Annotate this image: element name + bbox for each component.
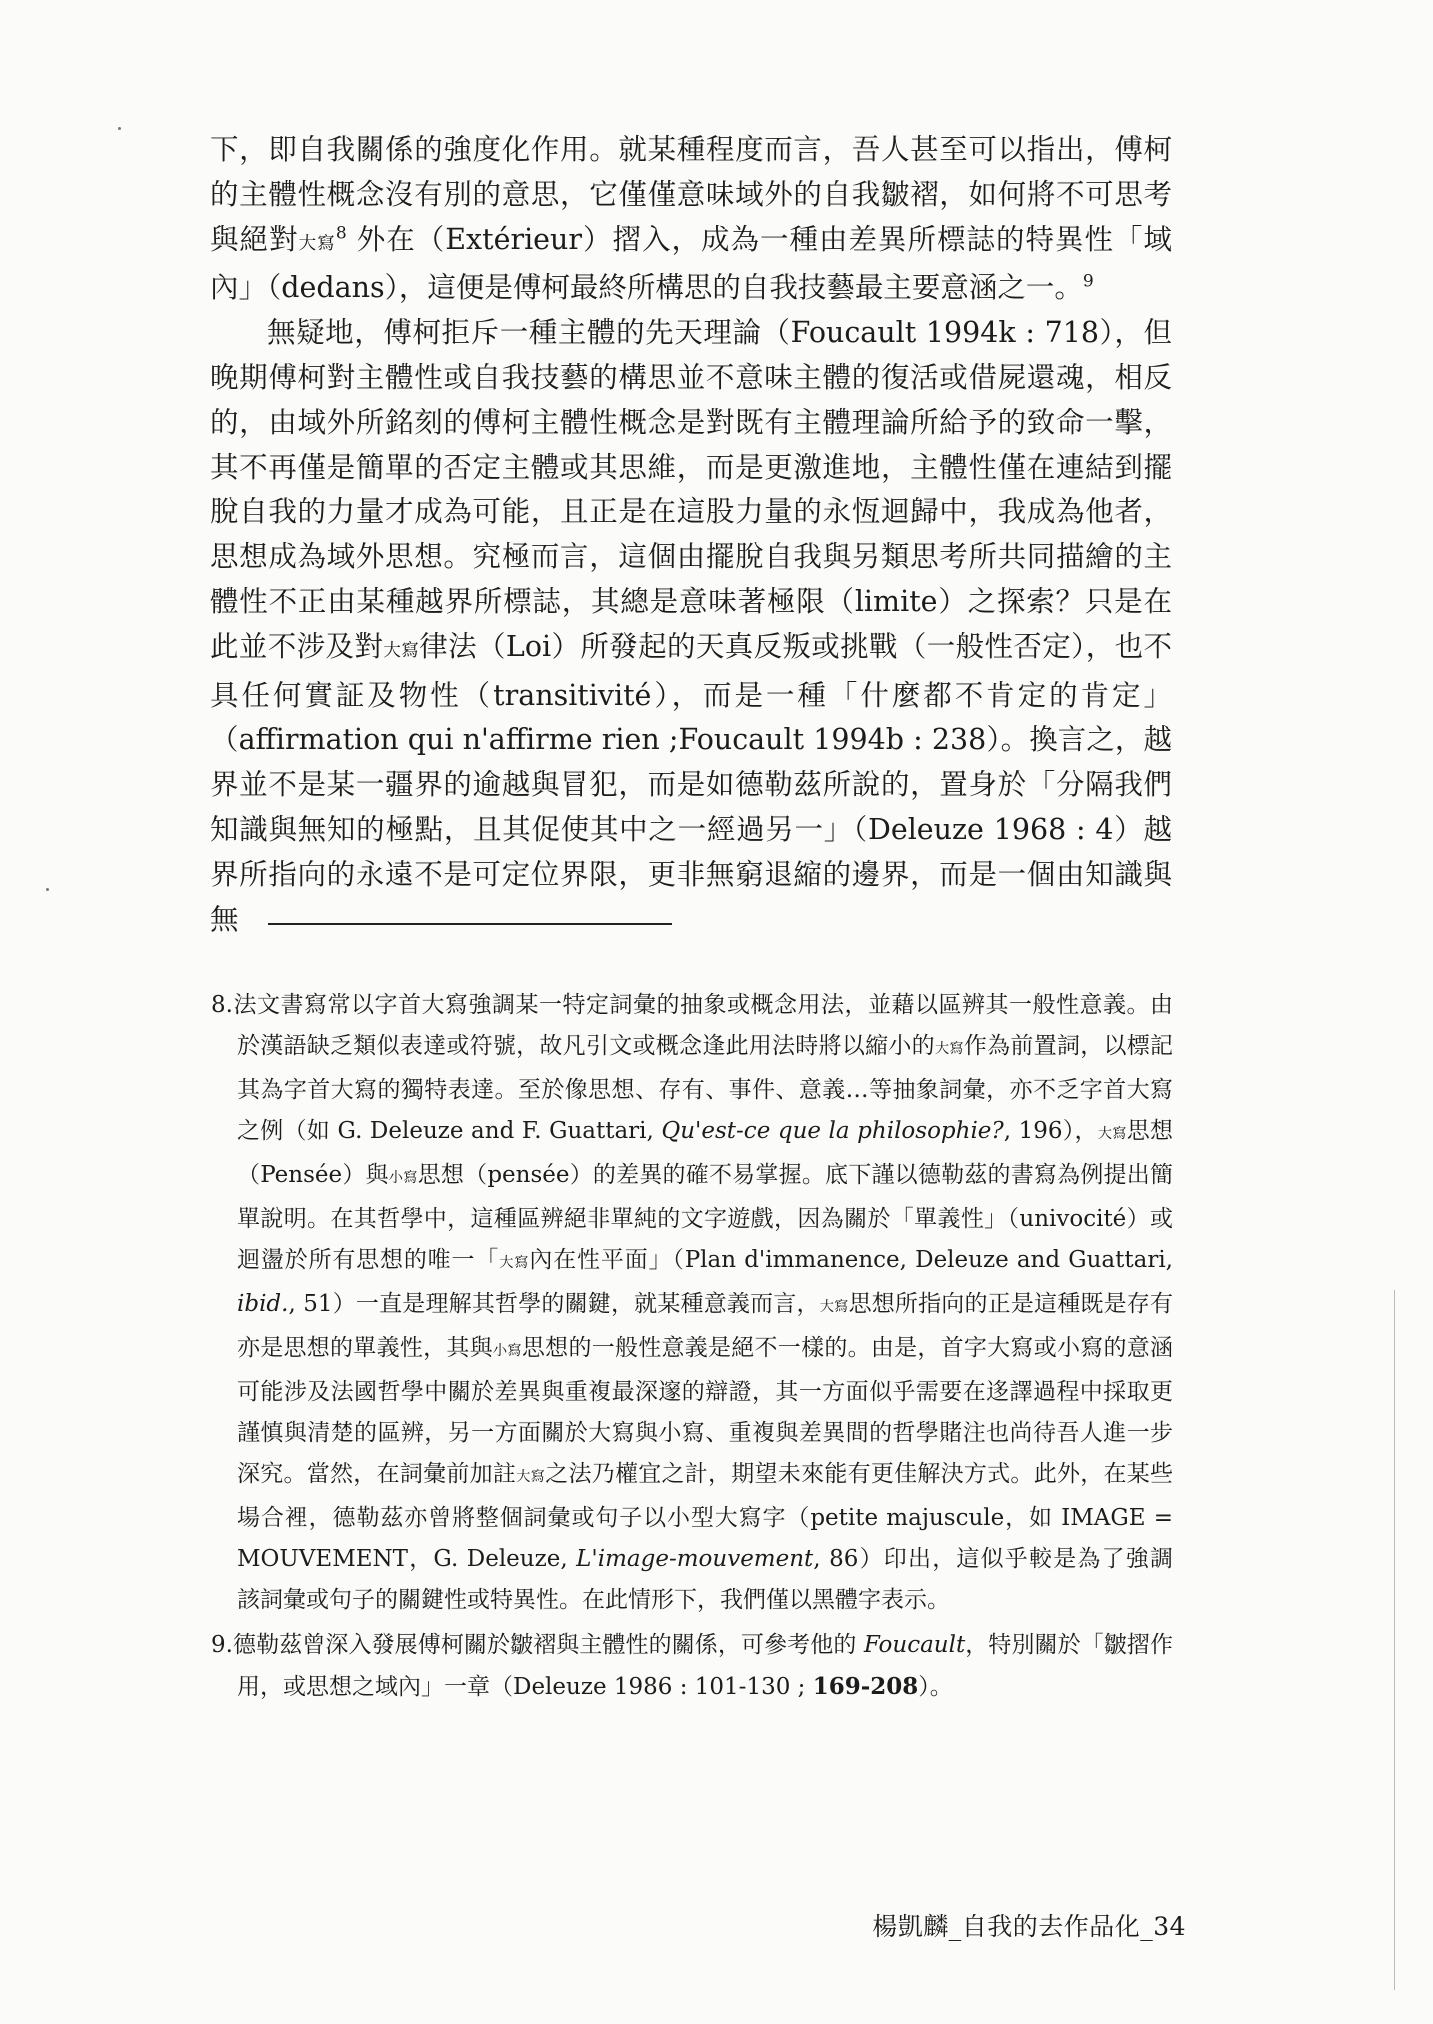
text-run: 之法乃權宜之計，期望未來能有更佳解決方式。此外，在某些場合裡，德勒茲亦曾將整個詞彙或句子以小型大寫字（petite majuscule，如 IMAGE = MOUVEMENT，G. Deleuze, [237, 1461, 1174, 1572]
text-run: 思想的一般性意義是絕不一樣的。由是，首字大寫或小寫的意涵可能涉及法國哲學中關於差異與重複最深邃的辯證，其一方面似乎需要在迻譯過程中採取更謹慎與清楚的區辨，另一方面關於大寫與小寫、重複與差異間的哲學賭注也尚待吾人進一步深究。當然，在詞彙前加註 [237, 1335, 1173, 1487]
text-run: 思想（pensée）的差異的確不易掌握。底下謹以德勒茲的書寫為例提出簡單說明。在其哲學中，這種區辨絕非單純的文字遊戲，因為關於「單義性」（univocité）或迴盪於所有思想的唯一「 [237, 1162, 1173, 1273]
capitalization-marker: 大寫 [499, 1255, 530, 1271]
footnotes [211, 985, 1173, 1712]
page-footer: 楊凱麟_自我的去作品化_34 [872, 1912, 1186, 1941]
paragraph-2 [210, 311, 1172, 942]
text-run: ，特別關於「皺摺作用，或思想之域內」一章（Deleuze 1986 : 101-130 ; [237, 1632, 1173, 1700]
text-run: , 51）一直是理解其哲學的關鍵，就某種意義而言， [288, 1291, 820, 1317]
scan-edge-line [1394, 1290, 1395, 1990]
capitalization-marker: 大寫 [298, 233, 336, 254]
text-run: , 196）， [1003, 1118, 1098, 1144]
main-text [210, 128, 1172, 942]
text-run: ）。 [918, 1674, 953, 1700]
text-run: 8.法文書寫常以字首大寫強調某一特定詞彙的抽象或概念用法，並藉以區辨其一般性意義。由於漢語缺乏類似表達或符號，故凡引文或概念逢此用法時將以縮小的 [211, 992, 1173, 1059]
capitalization-marker: 大寫 [516, 1469, 546, 1485]
text-run: 律法（Loi）所發起的天真反叛或挑戰（一般性否定），也不具任何實証及物性（transitivité），而是一種「什麼都不肯定的肯定」（affirmation qui n'affirme rien ;Foucault 1994b : 238）。換言之，越界並不是某一疆界的逾越與冒犯，而是如德勒茲所說的，置身於「分隔我們知識與無知的極點，且其促使其中之一經過另一」（Deleuze 1968 : 4）越界所指向的永遠不是可定位界限，更非無窮退縮的邊界，而是一個由知識與無 [210, 629, 1172, 936]
capitalization-marker: 大寫 [383, 640, 420, 661]
capitalization-marker: 大寫 [1097, 1126, 1127, 1142]
text-run: 思想（Pensée）與 [237, 1118, 1173, 1188]
text-run: 作為前置詞，以標記其為字首大寫的獨特表達。至於像思想、存有、事件、意義…等抽象詞彙，亦不乏字首大寫之例（如 G. Deleuze and F. Guattari, [237, 1033, 1174, 1144]
text-run: 下，即自我關係的強度化作用。就某種程度而言，吾人甚至可以指出，傅柯的主體性概念沒有別的意思，它僅僅意味域外的自我皺褶，如何將不可思考與絕對 [210, 133, 1172, 256]
text-run: 169-208 [812, 1673, 919, 1700]
text-run: Qu'est-ce que la philosophie? [661, 1118, 1004, 1144]
capitalization-marker: 大寫 [934, 1041, 964, 1057]
text-run: ibid. [237, 1291, 289, 1317]
footnote-9 [211, 1625, 1173, 1708]
text-run: 無疑地，傅柯拒斥一種主體的先天理論（Foucault 1994k : 718），但晚期傅柯對主體性或自我技藝的構思並不意味主體的復活或借屍還魂，相反的，由域外所銘刻的傅柯主體性概念是對既有主體理論所給予的致命一擊，其不再僅是簡單的否定主體或其思維，而是更激進地，主體性僅在連結到擺脫自我的力量才成為可能，且正是在這股力量的永恆迴歸中，我成為他者，思想成為域外思想。究極而言，這個由擺脫自我與另類思考所共同描繪的主體性不正由某種越界所標誌，其總是意味著極限（limite）之探索？只是在此並不涉及對 [210, 316, 1172, 663]
text-run: 9.德勒茲曾深入發展傅柯關於皺褶與主體性的關係，可參考他的 [211, 1632, 864, 1658]
capitalization-marker: 小寫 [492, 1343, 522, 1359]
text-run: , 86）印出，這似乎較是為了強調該詞彙或句子的關鍵性或特異性。在此情形下，我們僅以黑體字表示。 [237, 1546, 1173, 1613]
paragraph-1 [210, 128, 1172, 311]
footnote-separator [268, 923, 672, 925]
capitalization-marker: 小寫 [388, 1170, 418, 1186]
capitalization-marker: 大寫 [819, 1299, 849, 1315]
text-run: Foucault [863, 1632, 966, 1658]
text-run: 思想所指向的正是這種既是存有亦是思想的單義性，其與 [237, 1291, 1173, 1361]
footnote-8 [211, 985, 1173, 1621]
footnote-ref: 9 [1082, 271, 1094, 292]
text-run: 外在（Extérieur）摺入，成為一種由差異所標誌的特異性「域內」（dedans），這便是傅柯最終所構思的自我技藝最主要意涵之一。 [210, 222, 1172, 305]
scan-speck [46, 888, 49, 891]
scan-speck [118, 127, 121, 130]
text-run: 內在性平面」（Plan d'immanence, Deleuze and Guattari, [529, 1247, 1173, 1273]
text-run: L'image-mouvement [576, 1546, 814, 1572]
footnote-ref: 8 [335, 223, 347, 244]
